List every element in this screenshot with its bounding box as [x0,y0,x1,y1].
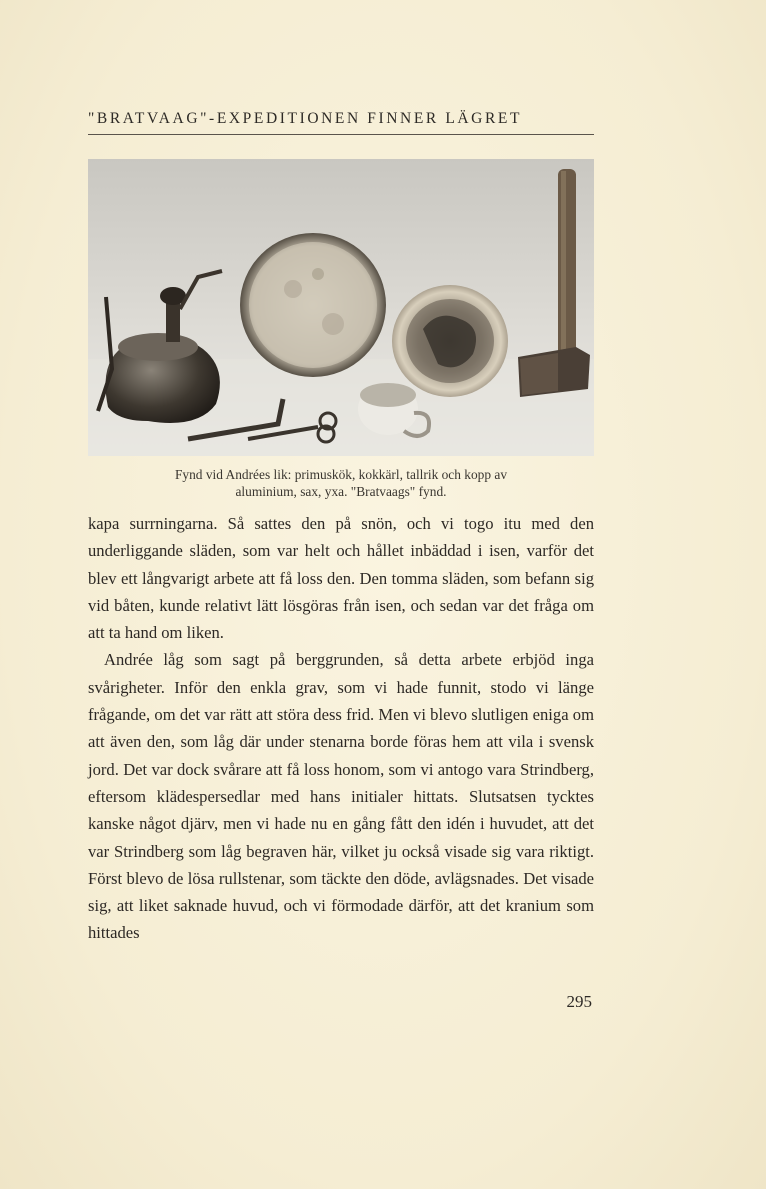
artifact-photograph [88,159,594,456]
body-text [88,510,594,947]
paragraph: Andrée låg som sagt på berggrunden, så detta arbete erbjöd inga svårigheter. Inför den enkla grav, som vi hade funnit, stodo vi länge frågande, om det var rätt att störa dess frid. Men vi blevo slutligen eniga om att även den, som låg där under stenarna borde föras hem att vila i svensk jord. Det var dock svårare att få loss honom, som vi antogo vara Strindberg, eftersom klädespersedlar med hans initialer hittats. Slutsatsen tycktes kanske något djärv, men vi hade nu en gång fått den idén i huvudet, att det var Strindberg som låg begraven här, vilket ju också visade sig vara riktigt. Först blevo de lösa rullstenar, som täckte den döde, avlägsnades. Det visade sig, att liket saknade huvud, och vi förmodade därför, att det kranium som hittades [88,650,594,943]
page-number: 295 [566,992,592,1011]
figure-caption [88,466,594,500]
running-header: "BRATVAAG"-EXPEDITIONEN FINNER LÄGRET [88,110,523,127]
header-rule [88,134,594,135]
caption-line-2: aluminium, sax, yxa. "Bratvaags" fynd. [235,484,447,499]
caption-line-1: Fynd vid Andrées lik: primuskök, kokkärl, tallrik och kopp av [174,467,508,482]
paragraph: kapa surrningarna. Så sattes den på snön, och vi togo itu med den underliggande släden, som var helt och hållet inbäddad i isen, varför det blev ett långvarigt arbete att få loss den. Den tomma släden, som befann sig vid båten, kunde relativt lätt lösgöras från isen, och sedan var det fråga om att ta hand om liken. [88,514,594,643]
